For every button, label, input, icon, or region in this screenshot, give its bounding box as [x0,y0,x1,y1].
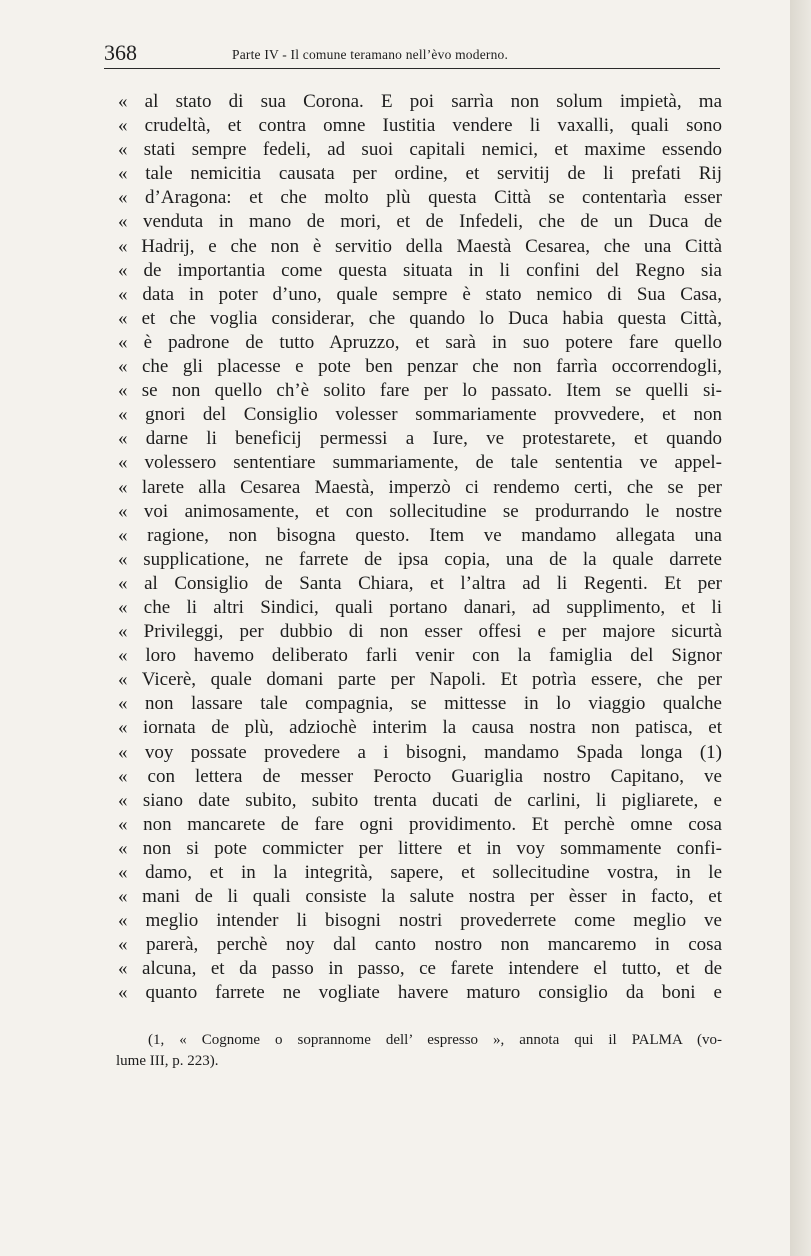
text-line: « tale nemicitia causata per ordine, et servitij de li prefati Rij [118,163,722,185]
text-line: « Privileggi, per dubbio di non esser offesi e per majore sicurtà [118,621,722,643]
footnote-line: lume III, p. 223). [116,1053,219,1069]
text-line: « al Consiglio de Santa Chiara, et l’altra ad li Regenti. Et per [118,572,722,594]
text-line: « alcuna, et da passo in passo, ce farete intendere el tutto, et de [118,958,722,980]
text-line: « non lassare tale compagnia, se mittesse in lo viaggio qualche [118,693,722,715]
page-edge [790,0,811,1256]
text-line: « meglio intender li bisogni nostri provederrete come meglio ve [118,910,722,932]
text-line: « stati sempre fedeli, ad suoi capitali nemici, et maxime essendo [118,139,722,161]
text-line: « venduta in mano de mori, et de Infedeli, che de un Duca de [118,211,722,233]
text-line: « voi animosamente, et con sollecitudine se produrrando le nostre [118,500,722,522]
body-text [118,90,722,1006]
text-line: « con lettera de messer Perocto Guariglia nostro Capitano, ve [118,765,722,787]
text-line: « siano date subito, subito trenta ducati de carlini, li pigliarete, e [118,789,722,811]
text-line: « parerà, perchè noy dal canto nostro non mancaremo in cosa [118,934,722,956]
text-line: « data in poter d’uno, quale sempre è stato nemico di Sua Casa, [118,283,722,305]
text-line: « al stato di sua Corona. E poi sarrìa non solum impietà, ma [118,91,722,112]
text-line: « gnori del Consiglio volesser sommariamente provvedere, et non [118,404,722,426]
text-line: « damo, et in la integrità, sapere, et sollecitudine vostra, in le [118,862,722,883]
text-line: « de importantia come questa situata in li confini del Regno sia [118,259,722,281]
running-title: Parte IV - Il comune teramano nell’èvo moderno. [232,47,509,62]
text-line: « loro havemo deliberato farli venir con la famiglia del Signor [118,645,722,667]
text-line: « mani de li quali consiste la salute nostra per èsser in facto, et [118,886,722,908]
text-line: « che gli placesse e pote ben penzar che non farrìa occorrendogli, [118,356,722,378]
text-line: « supplicatione, ne farrete de ipsa copia, una de la quale darrete [118,548,722,570]
text-line: « larete alla Cesarea Maestà, imperzò ci rendemo certi, che se per [118,476,722,498]
footnote-line: (1, « Cognome o soprannome dell’ espresso », annota qui il PALMA (vo- [148,1032,722,1048]
text-line: « che li altri Sindici, quali portano danari, ad supplimento, et li [118,596,722,618]
text-line: « darne li beneficij permessi a Iure, ve protestarete, et quando [118,428,722,450]
text-line: « Vicerè, quale domani parte per Napoli. Et potrìa essere, che per [118,669,722,691]
page-number: 368 [104,40,137,65]
text-line: « volessero sententiare summariamente, de tale sententia ve appel- [118,452,722,474]
text-line: « non si pote commicter per littere et in voy sommamente confi- [118,837,722,859]
text-line: « non mancarete de fare ogni providimento. Et perchè omne cosa [118,813,722,835]
text-line: « voy possate provedere a i bisogni, mandamo Spada longa (1) [118,741,722,763]
page-header [104,40,720,66]
text-line: « ragione, non bisogna questo. Item ve mandamo allegata una [118,524,722,546]
text-line: « iornata de plù, adziochè interim la causa nostra non patisca, et [118,717,722,739]
footnote [118,1030,722,1072]
text-line: « d’Aragona: et che molto plù questa Città se contentarìa esser [118,187,722,209]
text-line: « quanto farrete ne vogliate havere maturo consiglio da boni e [118,982,722,1004]
text-line: « è padrone de tutto Apruzzo, et sarà in suo potere fare quello [118,331,722,353]
text-line: « Hadrij, e che non è servitio della Maestà Cesarea, che una Città [118,235,722,257]
text-line: « et che voglia considerar, che quando lo Duca habia questa Città, [118,307,722,329]
header-rule [104,68,720,69]
text-line: « se non quello ch’è solito fare per lo passato. Item se quelli si- [118,380,722,402]
text-line: « crudeltà, et contra omne Iustitia vendere li vaxalli, quali sono [118,115,722,137]
